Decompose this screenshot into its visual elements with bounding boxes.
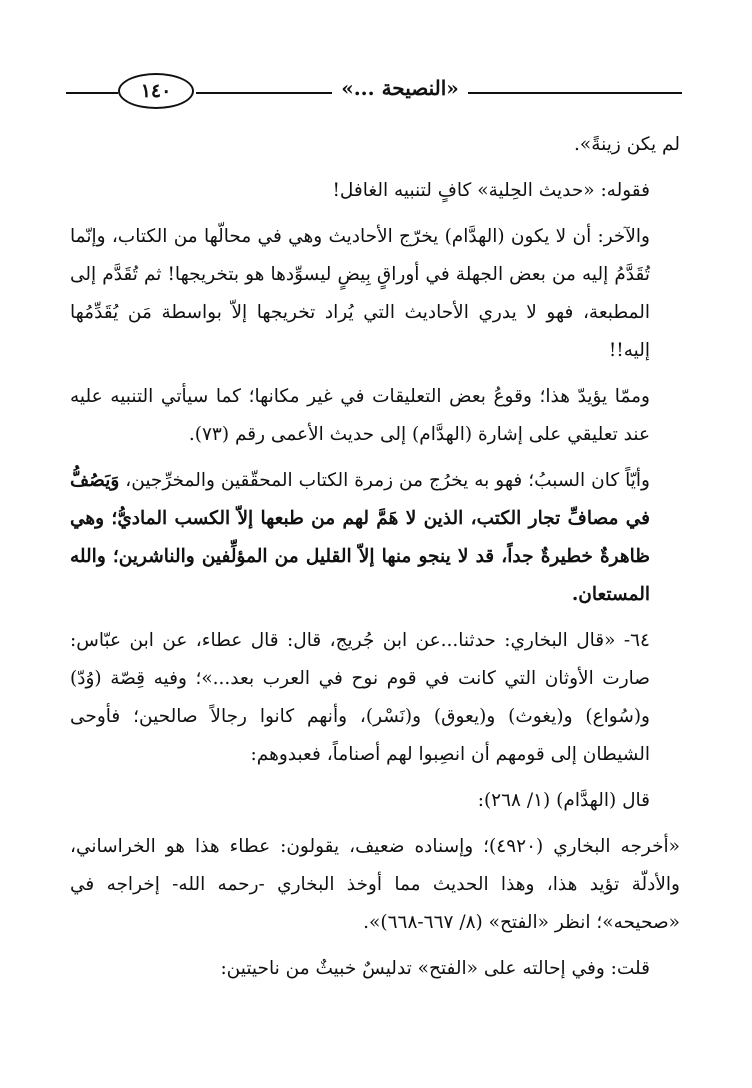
paragraph-2: فقوله: «حديث الحِلية» كافٍ لتنبيه الغافل! (332, 180, 650, 201)
running-header (0, 70, 752, 114)
paragraph-5 (70, 462, 680, 614)
running-title: «النصيحة ...» (341, 76, 459, 100)
paragraph-1: لم يكن زينةً». (574, 134, 680, 155)
paragraph-5-bold-text: وَيَصُفُّ في مصافِّ تجار الكتب، الذين لا هَمَّ لهم من طبعها إلاّ الكسب الماديُّ؛ وهي ظاهرةٌ خطيرةٌ جداً، قد لا ينجو منها إلاّ القليل من المؤلِّفين والناشرين؛ والله المستعان. (70, 470, 650, 605)
page-body (70, 126, 680, 996)
paragraph-4: وممّا يؤيدّ هذا؛ وقوعُ بعض التعليقات في غير مكانها؛ كما سيأتي التنبيه عليه عند تعليقي على إشارة (الهدَّام) إلى حديث الأعمى رقم (٧٣). (70, 386, 650, 445)
header-rule-middle (196, 92, 332, 94)
header-rule-left (66, 92, 118, 94)
paragraph-3: والآخر: أن لا يكون (الهدَّام) يخرّج الأحاديث وهي في محالّها من الكتاب، وإنّما تُقَدَّمُ إليه من بعض الجهلة في أوراقٍ بِيضٍ ليسوِّدها هو بتخريجها! ثم تُقَدَّم إلى المطبعة، فهو لا يدري الأحاديث التي يُراد تخريجها إلاّ بواسطة مَن يُقَدِّمُها إليه!! (70, 226, 650, 361)
paragraph-5-text: وأيّاً كان السببُ؛ فهو به يخرُج من زمرة الكتاب المحقّقين والمخرِّجين، (119, 470, 650, 491)
paragraph-6: ٦٤- «قال البخاري: حدثنا...عن ابن جُريج، قال: قال عطاء، عن ابن عبّاس: صارت الأوثان التي كانت في قوم نوح في العرب بعد...»؛ وفيه قِصّة (وُدّ) و(سُواع) و(يغوث) و(يعوق) و(نَسْر)، وأنهم كانوا رجالاً صالحين؛ فأوحى الشيطان إلى قومهم أن انصِبوا لهم أصناماً، فعبدوهم: (70, 630, 650, 765)
paragraph-7: قال (الهدَّام) (١/ ٢٦٨): (477, 790, 650, 811)
paragraph-8: «أخرجه البخاري (٤٩٢٠)؛ وإسناده ضعيف، يقولون: عطاء هذا هو الخراساني، والأدلّة تؤيد هذا، وهذا الحديث مما أوخذ البخاري -رحمه الله- إخراجه في «صحيحه»؛ انظر «الفتح» (٨/ ٦٦٧-٦٦٨)». (70, 836, 680, 933)
paragraph-9: قلت: وفي إحالته على «الفتح» تدليسٌ خبيثٌ من ناحيتين: (220, 958, 650, 979)
header-rule-right (468, 92, 682, 94)
page-number-badge: ١٤٠ (118, 73, 194, 109)
